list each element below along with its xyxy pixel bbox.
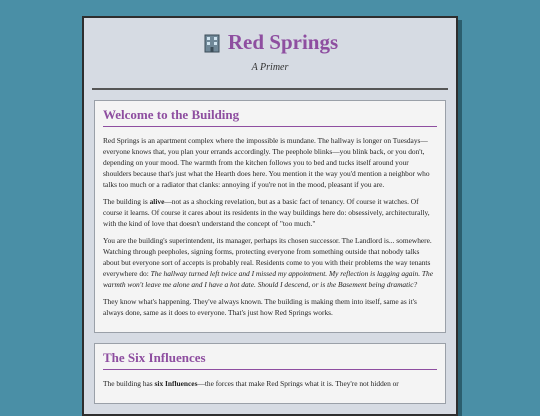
influences-p1-bold: six Influences (154, 379, 198, 388)
header-divider (92, 88, 448, 90)
influences-p1-start: The building has (103, 379, 155, 388)
welcome-p3-quote: The hallway turned left twice and I missed my appointment. My reflection is lagging again. The warmth won't leave me alone and I have a hot date. Should I descend, or is the Basement being dramatic? (103, 269, 433, 289)
welcome-p2-bold: alive (149, 197, 165, 206)
influences-heading: The Six Influences (103, 350, 437, 370)
site-title (202, 30, 338, 55)
welcome-paragraph-3 (103, 235, 437, 290)
building-icon (202, 33, 222, 53)
welcome-p2-end: —not as a shocking revelation, but as a basic fact of tenancy. Of course it watches. Of course it learns. Of course it cares about its residents in the way buildings here do: obsessively, architecturally, with the kind of love that doesn't understand the concept of "too much." (103, 197, 430, 228)
influences-paragraph-1 (103, 378, 437, 389)
welcome-p3-start: You are the building's superintendent, its manager, perhaps its chosen successor. The Landlord is... somewhere. Watching through peepholes, signing forms, protecting everyone from something outside that nobody talks about but everyone sort of accepts is probably real. Residents come to you with their problems the way tenants everywhere do: (103, 236, 432, 278)
welcome-p2-start: The building is (103, 197, 150, 206)
influences-p1-end: —the forces that make Red Springs what it is. They're not hidden or (197, 379, 399, 388)
site-title-text: Red Springs (227, 30, 339, 54)
welcome-heading: Welcome to the Building (103, 107, 437, 127)
welcome-section (94, 100, 446, 333)
welcome-paragraph-2 (103, 196, 437, 229)
influences-section (94, 343, 446, 404)
primer-page (82, 16, 458, 416)
site-subtitle: A Primer (251, 61, 289, 73)
welcome-paragraph-1: Red Springs is an apartment complex where the impossible is mundane. The hallway is longer on Tuesdays—everyone knows that, you plan your errands accordingly. The peephole blinks—you blink back, or you don't, depending on your mood. The warmth from the kitchen follows you to bed and tucks itself around your shoulders because that's just what the Hearth does here. You mention it the way you'd mention a neighbor who talks too much or a radiator that clanks: annoying if you're not in the mood, pleasant if you are. (103, 136, 430, 189)
page-header (84, 18, 456, 82)
welcome-paragraph-4: They know what's happening. They've always known. The building is making them into itself, same as it's always done, same as it does to everyone. That's just how Red Springs works. (103, 297, 417, 317)
